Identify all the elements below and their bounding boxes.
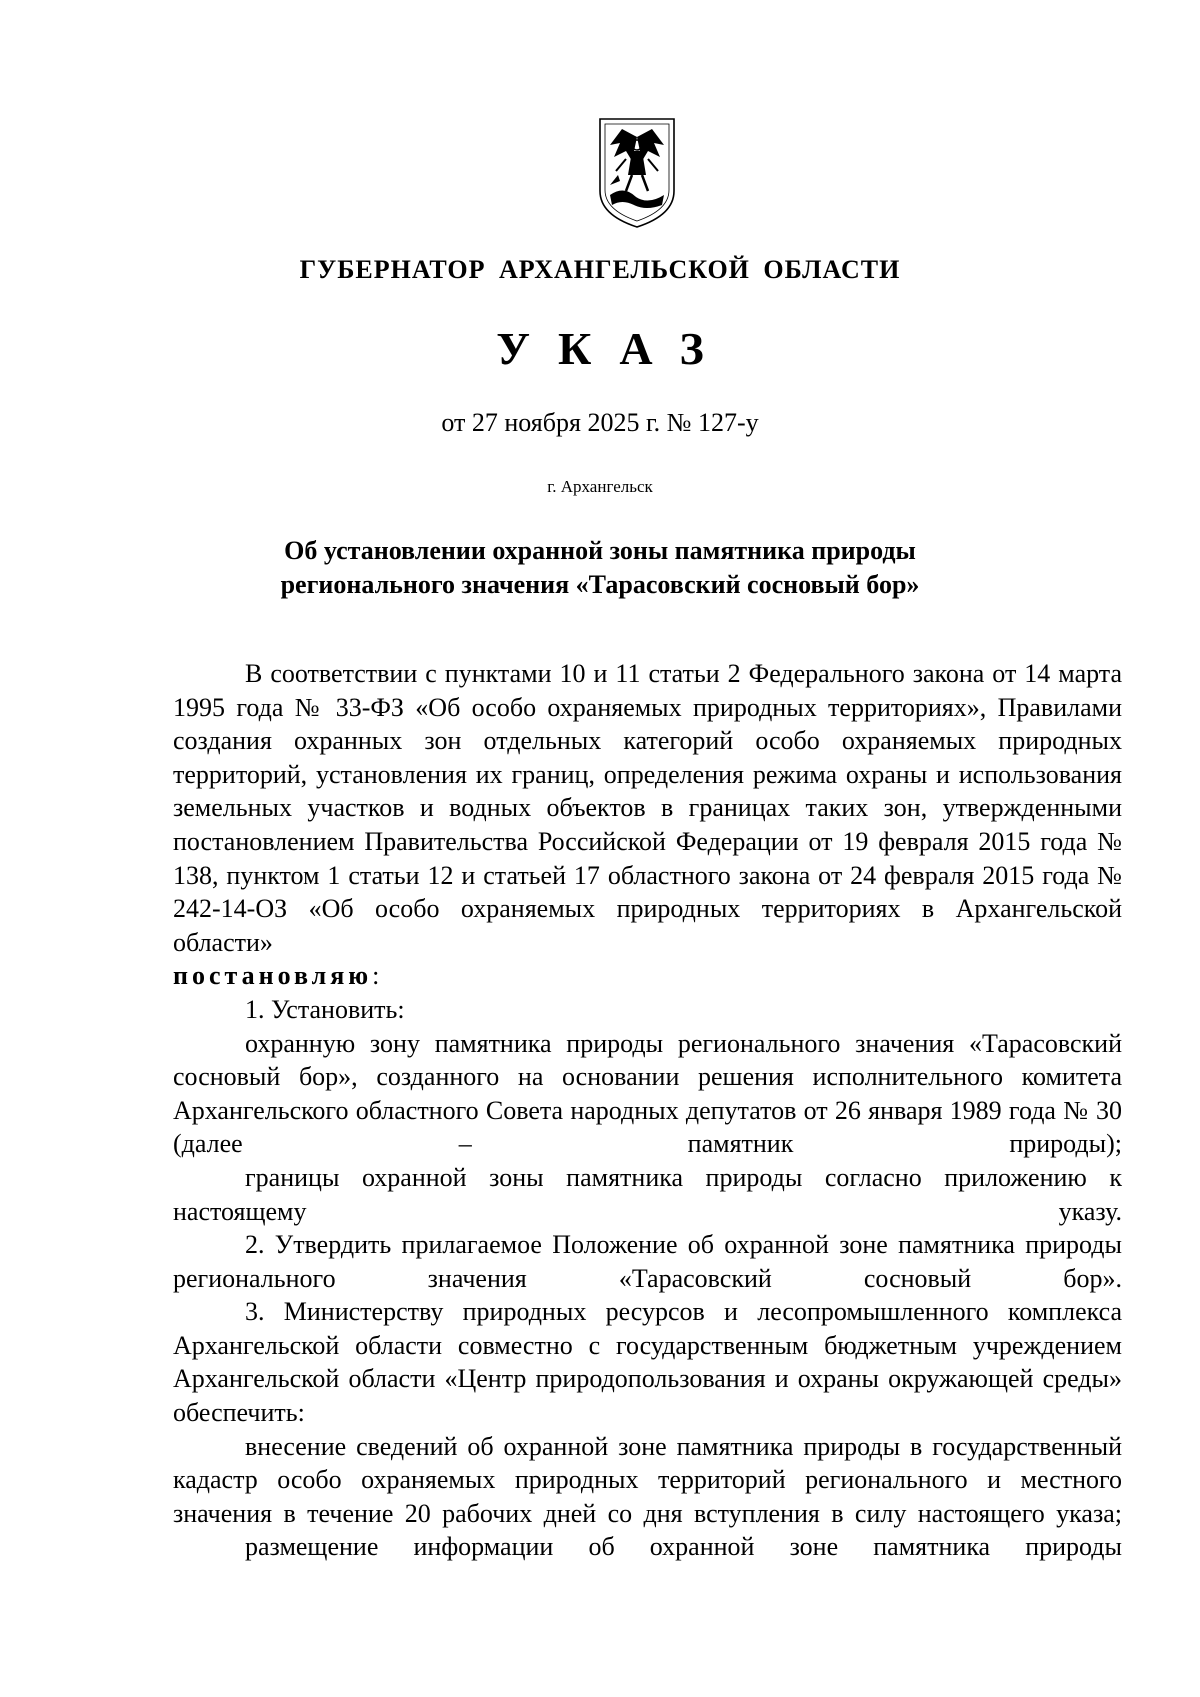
- coat-of-arms-emblem: [596, 115, 678, 231]
- preamble-paragraph: В соответствии с пунктами 10 и 11 статьи 2 Федерального закона от 14 марта 1995 года № 33-ФЗ «Об особо охраняемых природных территориях», Правилами создания охранных зон отдельных категорий особо охраняемых природных территорий, установления их границ, определения режима охраны и использования земельных участков и водных объектов в границах таких зон, утвержденными постановлением Правительства Российской Федерации от 19 февраля 2015 года № 138, пунктом 1 статьи 12 и статьей 17 областного закона от 24 февраля 2015 года № 242-14-ОЗ «Об особо охраняемых природных территориях в Архангельской области»: [173, 659, 1122, 957]
- document-type-title: УКАЗ: [496, 323, 732, 374]
- document-title-line: регионального значения «Тарасовский сосновый бор»: [280, 570, 920, 599]
- authority-heading: ГУБЕРНАТОР АРХАНГЕЛЬСКОЙ ОБЛАСТИ: [299, 255, 901, 284]
- document-title: [150, 534, 1050, 602]
- item-3-subitem-a: внесение сведений об охранной зоне памятника природы в государственный кадастр особо охраняемых природных территорий регионального и местного значения в течение 20 рабочих дней со дня вступления в силу настоящего указа;: [173, 1431, 1122, 1528]
- item-3: 3. Министерству природных ресурсов и лесопромышленного комплекса Архангельской области совместно с государственным бюджетным учреждением Архангельской области «Центр природопользования и охраны окружающей среды» обеспечить:: [173, 1297, 1122, 1428]
- decree-colon: :: [372, 961, 380, 991]
- item-2: 2. Утвердить прилагаемое Положение об охранной зоне памятника природы регионального значения «Тарасовский сосновый бор».: [173, 1230, 1122, 1293]
- document-title-line: Об установлении охранной зоны памятника природы: [284, 536, 916, 565]
- item-3-subitem-b: размещение информации об охранной зоне памятника природы: [245, 1532, 1122, 1562]
- item-1-subitem-b: границы охранной зоны памятника природы согласно приложению к настоящему указу.: [173, 1162, 1122, 1226]
- document-city: г. Архангельск: [547, 477, 653, 496]
- item-1-subitem-a: охранную зону памятника природы регионального значения «Тарасовский сосновый бор», созданного на основании решения исполнительного комитета Архангельского областного Совета народных депутатов от 26 января 1989 года № 30 (далее – памятник природы);: [173, 1028, 1122, 1159]
- decree-line: [173, 959, 1122, 993]
- document-date-number: от 27 ноября 2025 г. № 127-у: [441, 408, 759, 437]
- decree-word: постановляю: [173, 961, 373, 991]
- document-body: [173, 657, 1122, 1564]
- item-1: 1. Установить:: [245, 994, 405, 1024]
